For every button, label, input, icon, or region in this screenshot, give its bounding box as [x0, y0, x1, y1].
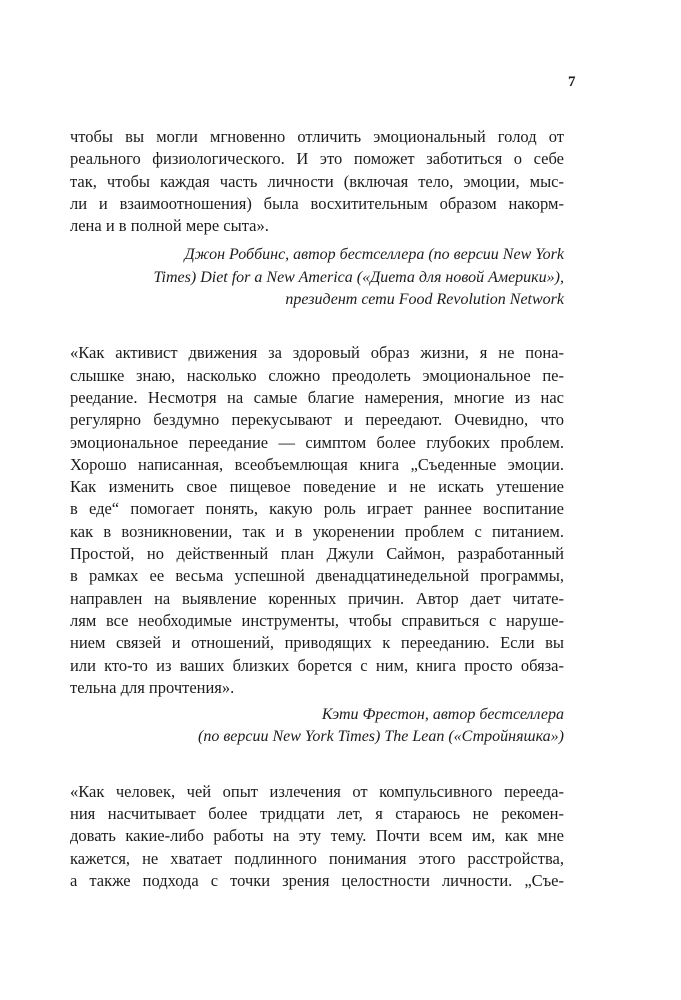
- text-line: как в возникновении, так и в укоренении проблем с питанием.: [70, 521, 564, 541]
- text-line: тельна для прочтения».: [70, 677, 235, 697]
- text-line: эмоциональное переедание — симптом более глубоких проблем.: [70, 432, 564, 452]
- attribution-line: Times) Diet for a New America («Диета для новой Америки»),: [153, 268, 564, 286]
- text-line: нием связей и отношений, приводящих к перееданию. Если вы: [70, 633, 564, 653]
- text-line: Простой, но действенный план Джули Саймон, разработанный: [70, 544, 564, 564]
- text-line: ния насчитывает более тридцати лет, я стараюсь не рекомен-: [70, 804, 564, 824]
- text-line: или кто-то из ваших близких борется с ним, книга просто обяза-: [70, 655, 564, 675]
- attribution-line: президент сети Food Revolution Network: [285, 291, 564, 309]
- attribution-john-robbins: [70, 244, 564, 311]
- text-line: лям все необходимые инструменты, чтобы справиться с наруше-: [70, 610, 564, 630]
- endorsement-quote-3: [70, 781, 564, 892]
- text-line: направлен на выявление коренных причин. Автор дает читате-: [70, 588, 564, 608]
- text-line: Хорошо написанная, всеобъемлющая книга „Съеденные эмоции.: [70, 454, 564, 474]
- attribution-line: (по версии New York Times) The Lean («Стройняшка»): [198, 728, 564, 746]
- attribution-line: Кэти Фрестон, автор бестселлера: [321, 706, 564, 724]
- endorsement-quote-1: [70, 126, 564, 237]
- text-line: регулярно бездумно перекусывают и переедают. Очевидно, что: [70, 410, 564, 430]
- text-line: в рамках ее весьма успешной двенадцатинедельной программы,: [70, 566, 564, 586]
- text-line: слышке знаю, насколько сложно преодолеть эмоциональное пе-: [70, 365, 564, 385]
- text-line: Как изменить свое пищевое поведение и не искать утешение: [70, 477, 564, 497]
- text-line: кажется, не хватает подлинного понимания этого расстройства,: [70, 848, 564, 868]
- text-line: «Как человек, чей опыт излечения от компульсивного перееда-: [70, 781, 564, 801]
- text-line: так, чтобы каждая часть личности (включая тело, эмоции, мыс-: [70, 171, 564, 191]
- attribution-line: Джон Роббинс, автор бестселлера (по версии New York: [184, 246, 564, 264]
- text-line: в еде“ помогает понять, какую роль играет раннее воспитание: [70, 499, 564, 519]
- page-number: 7: [568, 74, 576, 90]
- text-line: чтобы вы могли мгновенно отличить эмоциональный голод от: [70, 127, 564, 146]
- text-line: «Как активист движения за здоровый образ жизни, я не пона-: [70, 343, 564, 363]
- text-line: реального физиологического. И это поможет заботиться о себе: [70, 149, 564, 169]
- text-line: довать какие-либо работы на эту тему. Почти всем им, как мне: [70, 826, 564, 846]
- text-line: реедание. Несмотря на самые благие намерения, многие из нас: [70, 387, 564, 407]
- text-line: ли и взаимоотношения) была восхитительным образом накорм-: [70, 193, 564, 213]
- endorsement-quote-2: [70, 342, 564, 699]
- attribution-kathy-freston: [70, 704, 564, 749]
- text-line: а также подхода с точки зрения целостности личности. „Съе-: [70, 870, 564, 890]
- text-line: лена и в полной мере сыта».: [70, 216, 269, 236]
